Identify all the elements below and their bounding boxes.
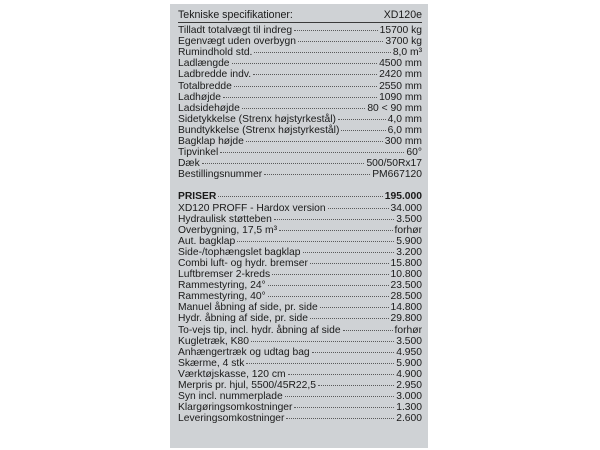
price-row bbox=[178, 413, 422, 424]
spec-row-value: 500/50Rx17 bbox=[366, 158, 422, 170]
spec-row-label: Ladhøjde bbox=[178, 91, 221, 103]
price-row-label: Luftbremser 2-kreds bbox=[178, 269, 271, 281]
price-row-label: Rammestyring, 40° bbox=[178, 291, 266, 303]
price-row-value: 14.800 bbox=[390, 302, 422, 314]
spec-row bbox=[178, 136, 422, 147]
price-row-label: Rammestyring, 24° bbox=[178, 280, 266, 292]
price-row-value: 5.900 bbox=[396, 235, 422, 247]
price-row-value: 3.500 bbox=[396, 335, 422, 347]
price-row bbox=[178, 313, 422, 324]
leader-dots bbox=[328, 208, 389, 209]
leader-dots bbox=[286, 418, 394, 419]
spec-row-value: 1090 mm bbox=[379, 91, 422, 103]
spec-sheet bbox=[170, 4, 428, 448]
leader-dots bbox=[285, 396, 394, 397]
price-row-label: Leveringsomkostninger bbox=[178, 413, 285, 425]
spec-row bbox=[178, 158, 422, 169]
price-row-label: Combi luft- og hydr. bremser bbox=[178, 257, 308, 269]
model-name: XD120e bbox=[383, 9, 422, 21]
spec-row bbox=[178, 169, 422, 180]
leader-dots bbox=[268, 285, 389, 286]
price-row-value: 3.000 bbox=[396, 391, 422, 403]
spec-row-value: 2550 mm bbox=[379, 80, 422, 92]
leader-dots bbox=[223, 97, 377, 98]
spec-row bbox=[178, 47, 422, 58]
leader-dots bbox=[320, 307, 389, 308]
prices-header-label: PRISER bbox=[178, 191, 217, 203]
spec-row bbox=[178, 58, 422, 69]
price-row-label: Manuel åbning af side, pr. side bbox=[178, 302, 318, 314]
price-row-value: 2.600 bbox=[396, 413, 422, 425]
spec-row-label: Ladbredde indv. bbox=[178, 69, 252, 81]
spec-row-value: 3700 kg bbox=[385, 36, 422, 48]
price-row-value: 5.900 bbox=[396, 357, 422, 369]
spec-row bbox=[178, 69, 422, 80]
leader-dots bbox=[298, 41, 383, 42]
spec-row-label: Totalbredde bbox=[178, 80, 232, 92]
price-row bbox=[178, 214, 422, 225]
price-row-value: 23.500 bbox=[390, 280, 422, 292]
price-row-value: 15.800 bbox=[390, 257, 422, 269]
spec-row-label: Ladsidehøjde bbox=[178, 102, 240, 114]
price-row-label: Anhængertræk og udtag bag bbox=[178, 346, 310, 358]
price-row bbox=[178, 280, 422, 291]
leader-dots bbox=[279, 230, 393, 231]
price-row-label: Kugletræk, K80 bbox=[178, 335, 249, 347]
leader-dots bbox=[274, 219, 394, 220]
spec-row-label: Bestillingsnummer bbox=[178, 169, 263, 181]
leader-dots bbox=[264, 174, 370, 175]
leader-dots bbox=[242, 108, 366, 109]
leader-dots bbox=[312, 352, 395, 353]
leader-dots bbox=[338, 119, 386, 120]
leader-dots bbox=[341, 130, 385, 131]
leader-dots bbox=[246, 141, 383, 142]
price-row-label: XD120 PROFF - Hardox version bbox=[178, 202, 326, 214]
spec-row bbox=[178, 125, 422, 136]
spec-row-value: 80 < 90 mm bbox=[367, 102, 422, 114]
spec-row bbox=[178, 92, 422, 103]
price-row-value: 34.000 bbox=[390, 202, 422, 214]
leader-dots bbox=[288, 374, 395, 375]
leader-dots bbox=[310, 318, 389, 319]
leader-dots bbox=[272, 274, 388, 275]
price-row bbox=[178, 236, 422, 247]
spec-row bbox=[178, 25, 422, 36]
price-row-label: Skærme, 4 stk bbox=[178, 357, 245, 369]
spec-row-label: Rumindhold std. bbox=[178, 47, 253, 59]
spec-row-value: 300 mm bbox=[384, 136, 422, 148]
spec-row-value: 15700 kg bbox=[379, 25, 422, 37]
price-row-value: 10.800 bbox=[390, 269, 422, 281]
spec-row-label: Tilladt totalvægt til indreg bbox=[178, 25, 293, 37]
spec-row-value: 4500 mm bbox=[379, 58, 422, 70]
price-row bbox=[178, 391, 422, 402]
leader-dots bbox=[246, 363, 394, 364]
price-row bbox=[178, 302, 422, 313]
leader-dots bbox=[310, 263, 389, 264]
leader-dots bbox=[318, 385, 394, 386]
spec-row-value: 2420 mm bbox=[379, 69, 422, 81]
price-row-label: Merpris pr. hjul, 5500/45R22,5 bbox=[178, 380, 316, 391]
spec-row bbox=[178, 36, 422, 47]
spec-row-label: Bundtykkelse (Strenx højstyrkestål) bbox=[178, 124, 340, 136]
price-row-value: 3.500 bbox=[396, 213, 422, 225]
spec-title: Tekniske specifikationer: bbox=[178, 9, 293, 21]
price-row-value: forhør bbox=[394, 324, 422, 336]
price-row bbox=[178, 269, 422, 280]
leader-dots bbox=[251, 341, 394, 342]
price-row-value: 2.950 bbox=[396, 380, 422, 391]
section-gap bbox=[178, 180, 422, 191]
price-row bbox=[178, 336, 422, 347]
price-row bbox=[178, 369, 422, 380]
spec-row-label: Sidetykkelse (Strenx højstyrkestål) bbox=[178, 113, 336, 125]
spec-row-value: PM667120 bbox=[372, 169, 422, 181]
spec-list bbox=[178, 25, 422, 180]
price-row bbox=[178, 325, 422, 336]
price-row-value: 3.200 bbox=[396, 246, 422, 258]
leader-dots bbox=[294, 30, 378, 31]
price-row-label: Hydr. åbning af side, pr. side bbox=[178, 313, 308, 325]
leader-dots bbox=[303, 252, 395, 253]
price-row-label: Overbygning, 17,5 m³ bbox=[178, 224, 278, 236]
price-row bbox=[178, 358, 422, 369]
leader-dots bbox=[232, 63, 378, 64]
spec-row bbox=[178, 147, 422, 158]
leader-dots bbox=[234, 86, 377, 87]
spec-row bbox=[178, 81, 422, 92]
price-row-label: Værktøjskasse, 120 cm bbox=[178, 368, 286, 380]
spec-row-label: Dæk bbox=[178, 158, 200, 170]
price-row bbox=[178, 291, 422, 302]
spec-row-value: 60° bbox=[406, 147, 422, 159]
spec-row-value: 4,0 mm bbox=[387, 113, 422, 125]
price-row bbox=[178, 380, 422, 391]
price-list bbox=[178, 203, 422, 425]
prices-header-value: 195.000 bbox=[384, 191, 422, 203]
price-row bbox=[178, 225, 422, 236]
leader-dots bbox=[218, 196, 382, 197]
spec-row bbox=[178, 103, 422, 114]
leader-dots bbox=[253, 74, 377, 75]
spec-row-value: 8,0 m³ bbox=[392, 47, 422, 59]
price-row-label: Hydraulisk støtteben bbox=[178, 213, 272, 225]
price-row bbox=[178, 402, 422, 413]
price-row bbox=[178, 203, 422, 214]
spec-header bbox=[178, 10, 422, 23]
spec-row-value: 6,0 mm bbox=[387, 124, 422, 136]
leader-dots bbox=[220, 152, 404, 153]
leader-dots bbox=[202, 163, 365, 164]
price-row-label: Aut. bagklap bbox=[178, 235, 236, 247]
spec-row-label: Tipvinkel bbox=[178, 147, 219, 159]
price-row-value: 28.500 bbox=[390, 291, 422, 303]
price-row bbox=[178, 258, 422, 269]
spec-row-label: Ladlængde bbox=[178, 58, 230, 70]
price-row bbox=[178, 347, 422, 358]
price-row-label: Side-/tophængslet bagklap bbox=[178, 246, 301, 258]
price-row-label: Syn incl. nummerplade bbox=[178, 391, 283, 403]
leader-dots bbox=[254, 52, 390, 53]
price-row-value: 29.800 bbox=[390, 313, 422, 325]
leader-dots bbox=[294, 407, 394, 408]
price-row-value: 4.900 bbox=[396, 368, 422, 380]
spec-row-label: Bagklap højde bbox=[178, 136, 244, 148]
price-row-value: 4.950 bbox=[396, 346, 422, 358]
price-row bbox=[178, 247, 422, 258]
spec-row-label: Egenvægt uden overbygn bbox=[178, 36, 296, 48]
price-row-label: To-vejs tip, incl. hydr. åbning af side bbox=[178, 324, 341, 336]
price-row-label: Klargøringsomkostninger bbox=[178, 402, 293, 414]
prices-header-row bbox=[178, 191, 422, 202]
price-row-value: 1.300 bbox=[396, 402, 422, 414]
leader-dots bbox=[343, 330, 393, 331]
leader-dots bbox=[268, 296, 389, 297]
price-row-value: forhør bbox=[394, 224, 422, 236]
leader-dots bbox=[237, 241, 394, 242]
spec-row bbox=[178, 114, 422, 125]
